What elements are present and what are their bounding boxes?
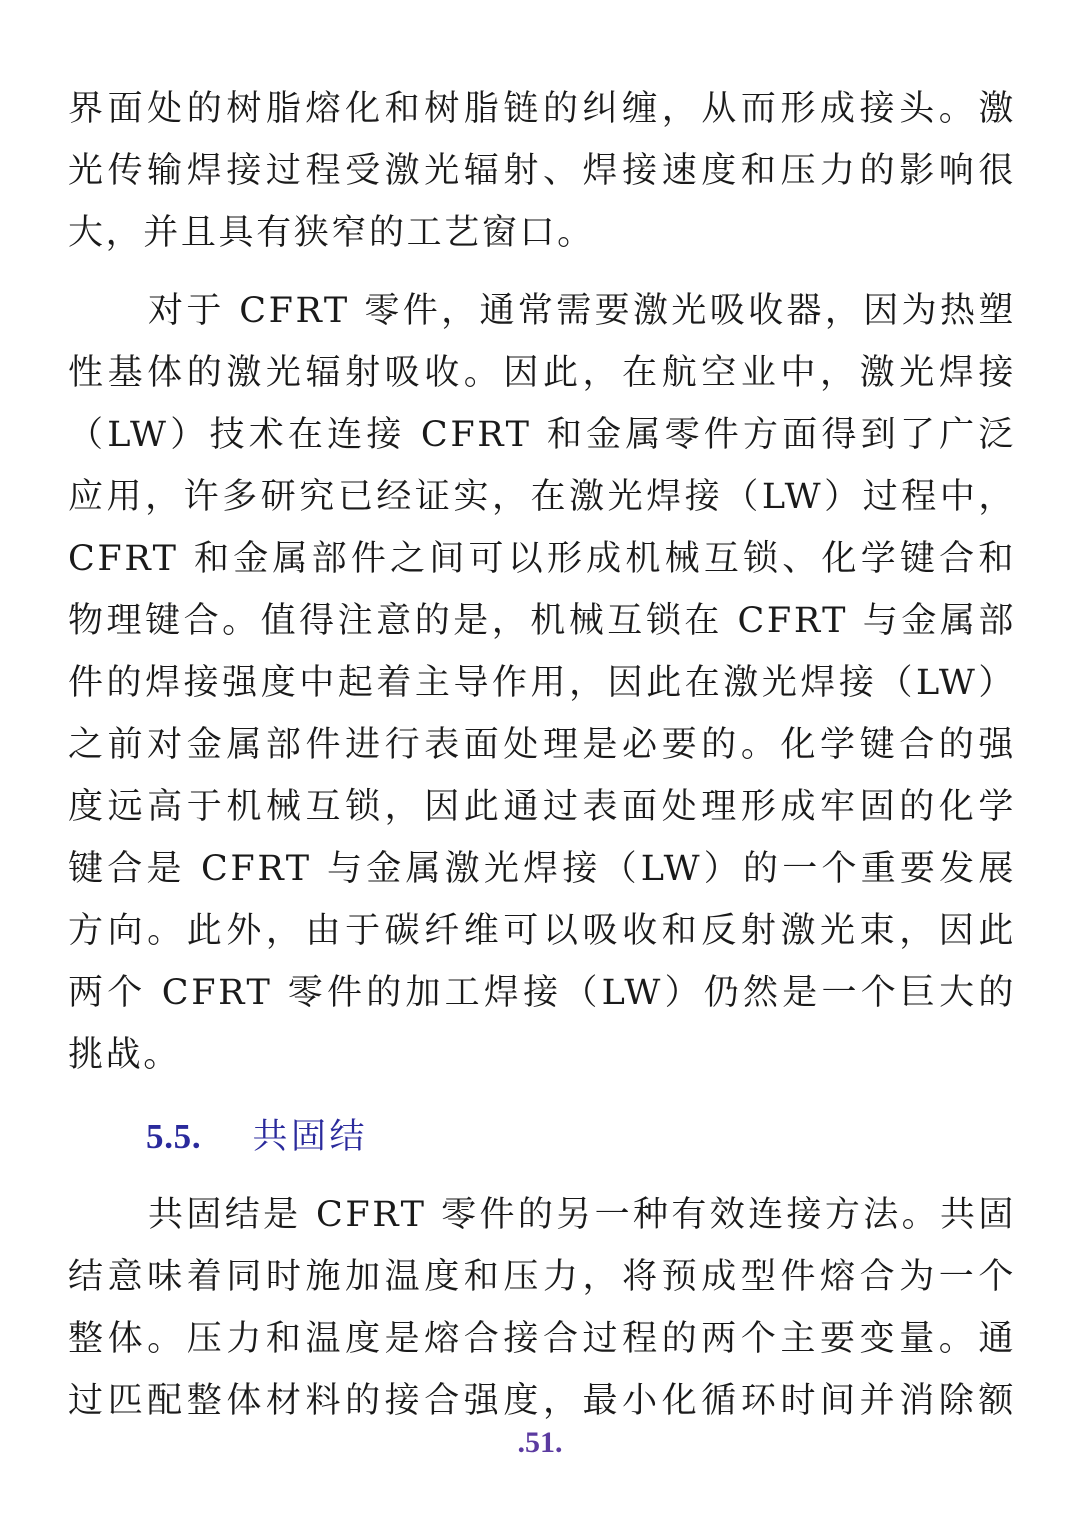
text-line: 整体。压力和温度是熔合接合过程的两个主要变量。通 <box>68 1319 1016 1359</box>
text-line: 大，并且具有狭窄的工艺窗口。 <box>68 213 595 253</box>
paragraph-1 <box>68 78 1016 264</box>
text-line: 键合是 CFRT 与金属激光焊接（LW）的一个重要发展 <box>68 849 1016 889</box>
text-line: 物理键合。值得注意的是，机械互锁在 CFRT 与金属部 <box>68 601 1016 641</box>
text-line: 过匹配整体材料的接合强度，最小化循环时间并消除额 <box>68 1381 1016 1421</box>
section-title: 共固结 <box>252 1117 368 1157</box>
page-number: .51. <box>517 1426 563 1459</box>
text-line: 界面处的树脂熔化和树脂链的纠缠，从而形成接头。激 <box>68 89 1016 129</box>
text-line: 共固结是 CFRT 零件的另一种有效连接方法。共固 <box>148 1195 1016 1235</box>
text-line: 度远高于机械互锁，因此通过表面处理形成牢固的化学 <box>68 787 1016 827</box>
text-line: 挑战。 <box>68 1035 181 1075</box>
paragraph-2 <box>68 280 1016 1086</box>
text-line: 结意味着同时施加温度和压力，将预成型件熔合为一个 <box>68 1257 1016 1297</box>
text-line: 光传输焊接过程受激光辐射、焊接速度和压力的影响很 <box>68 151 1016 191</box>
text-line: 方向。此外，由于碳纤维可以吸收和反射激光束，因此 <box>68 911 1016 951</box>
section-heading <box>146 1102 1016 1172</box>
paragraph-3 <box>68 1184 1016 1432</box>
text-line: 对于 CFRT 零件，通常需要激光吸收器，因为热塑 <box>148 291 1016 331</box>
text-line: 件的焊接强度中起着主导作用，因此在激光焊接（LW） <box>68 663 1016 703</box>
text-line: 应用，许多研究已经证实，在激光焊接（LW）过程中， <box>68 477 1016 517</box>
document-page <box>68 78 1016 1448</box>
text-line: 性基体的激光辐射吸收。因此，在航空业中，激光焊接 <box>68 353 1016 393</box>
text-line: 之前对金属部件进行表面处理是必要的。化学键合的强 <box>68 725 1016 765</box>
text-line: （LW）技术在连接 CFRT 和金属零件方面得到了广泛 <box>68 415 1016 455</box>
section-number: 5.5. <box>146 1117 202 1156</box>
text-line: CFRT 和金属部件之间可以形成机械互锁、化学键合和 <box>68 539 1016 579</box>
text-line: 两个 CFRT 零件的加工焊接（LW）仍然是一个巨大的 <box>68 973 1016 1013</box>
